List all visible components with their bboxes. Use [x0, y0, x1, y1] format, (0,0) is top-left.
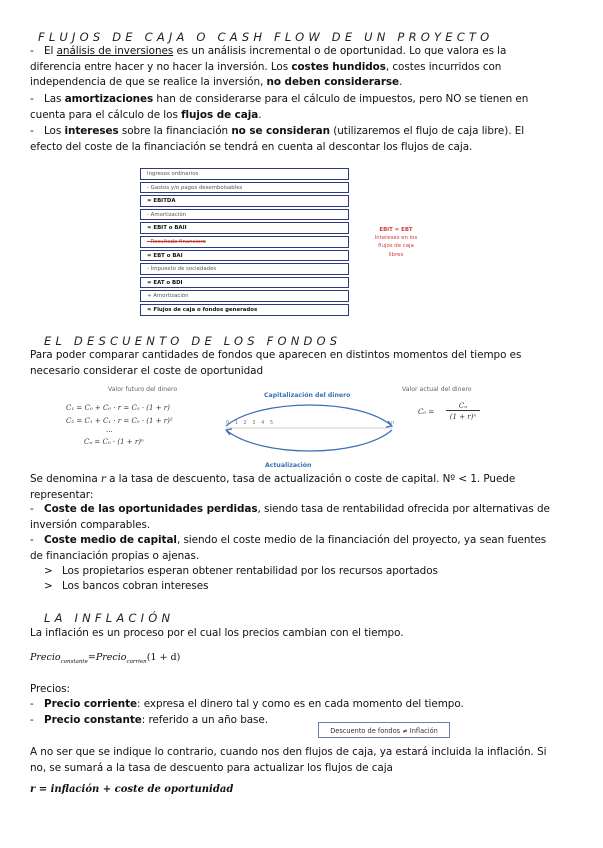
capitalization-diagram: [60, 384, 560, 474]
table-row: - Impuesto de sociedades: [140, 263, 349, 275]
left-title: Valor futuro del dinero: [108, 386, 178, 393]
table-row: = Flujos de caja o fondos generados: [140, 304, 349, 316]
table-row: = EBT o BAI: [140, 250, 349, 262]
formula-tasa: r = inflación + coste de oportunidad: [30, 784, 234, 795]
list-item-oportunidades: - Coste de las oportunidades perdidas, siendo tasa de rentabilidad ofrecida por alternativas de inversión comparables.: [30, 503, 550, 531]
present-value-numerator: Cₙ: [446, 402, 480, 411]
paragraph-flujos-inflacion: A no ser que se indique lo contrario, cuando nos den flujos de caja, ya estará incluida la inflación. Si no, se sumará a la tasa de descuento para actualizar los flujos de caja: [30, 746, 547, 774]
list-item-precio-corriente: - Precio corriente: expresa el dinero tal y como es en cada momento del tiempo.: [30, 698, 464, 710]
table-row: = EAT o BDI: [140, 277, 349, 289]
paragraph-inflacion: La inflación es un proceso por el cual los precios cambian con el tiempo.: [30, 627, 404, 639]
precios-label: Precios:: [30, 683, 70, 695]
tick-label-n: n: [391, 420, 395, 426]
present-value-denominator: (1 + r)ⁿ: [449, 413, 477, 421]
timeline-graphic: [220, 396, 400, 460]
sub-item-propietarios: > Los propietarios esperan obtener rentabilidad por los recursos aportados: [44, 565, 438, 577]
bullet-amortizaciones: - Las amortizaciones han de considerarse para el cálculo de impuestos, pero NO se tienen en cuenta para el cálculo de los flujos de caja.: [30, 93, 529, 121]
inflation-note-box: Descuento de fondos ≠ Inflación: [318, 722, 450, 738]
equation-2: C₂ = C₁ + C₁ · r = C₀ · (1 + r)²: [66, 417, 173, 425]
table-row: = EBITDA: [140, 195, 349, 207]
sub-item-bancos: > Los bancos cobran intereses: [44, 580, 209, 592]
actualization-label: Actualización: [265, 462, 312, 469]
list-item-coste-medio: - Coste medio de capital, siendo el coste medio de la financiación del proyecto, ya sean fuentes de financiación propias o ajenas.: [30, 534, 547, 562]
section-title-flujos: FLUJOS DE CAJA O CASH FLOW DE UN PROYECTO: [38, 30, 494, 44]
analisis-link: análisis de inversiones: [56, 45, 174, 57]
table-row: - Gastos y/o pagos desembolsables: [140, 182, 349, 194]
table-row: + Amortización: [140, 290, 349, 302]
bullet-analisis: - El análisis de inversiones es un análisis incremental o de oportunidad. Lo que valora es la diferencia entre hacer y no hacer la inversión. Los costes hundidos, costes incurridos con independencia de que se realice la inversión, no deben considerarse.: [30, 45, 507, 89]
formula-precio: Precio$_{constante}$=Precio$_{corrien}$(1 + d): [30, 652, 181, 665]
table-row: = EBIT o BAII: [140, 222, 349, 234]
capitalization-label: Capitalización del dinero: [264, 392, 351, 399]
bullet-intereses: - Los intereses sobre la financiación no se consideran (utilizaremos el flujo de caja libre). El efecto del coste de la financiación se tendrá en cuenta al descontar los flujos de caja.: [30, 125, 525, 153]
table-row: Ingresos ordinarios: [140, 168, 349, 180]
right-title: Valor actual del dinero: [402, 386, 472, 393]
side-note: EBIT = EBT Intereses en los flujos de caja libres: [374, 227, 418, 258]
table-row: - Resultado financiero: [140, 236, 349, 248]
cash-flow-table: [140, 168, 349, 318]
table-row: - Amortización: [140, 209, 349, 221]
equation-n: Cₙ = C₀ · (1 + r)ⁿ: [84, 438, 144, 446]
tick-labels: 0 1 2 3 4 5: [226, 420, 276, 426]
section-title-descuento: EL DESCUENTO DE LOS FONDOS: [44, 334, 342, 348]
list-item-precio-constante: - Precio constante: referido a un año base.: [30, 714, 269, 726]
actualization-arc: [226, 430, 392, 451]
equation-dots: ...: [106, 426, 113, 434]
paragraph-tasa: Se denomina r a la tasa de descuento, tasa de actualización o coste de capital. Nº < 1. Puede representar:: [30, 473, 516, 501]
section-title-inflacion: LA INFLACIÓN: [44, 611, 175, 625]
paragraph-descuento: Para poder comparar cantidades de fondos que aparecen en distintos momentos del tiempo es necesario considerar el coste de oportunidad: [30, 349, 522, 377]
equation-1: C₁ = C₀ + C₀ · r = C₀ · (1 + r): [66, 404, 170, 412]
present-value-lhs: C₀ =: [418, 408, 435, 416]
